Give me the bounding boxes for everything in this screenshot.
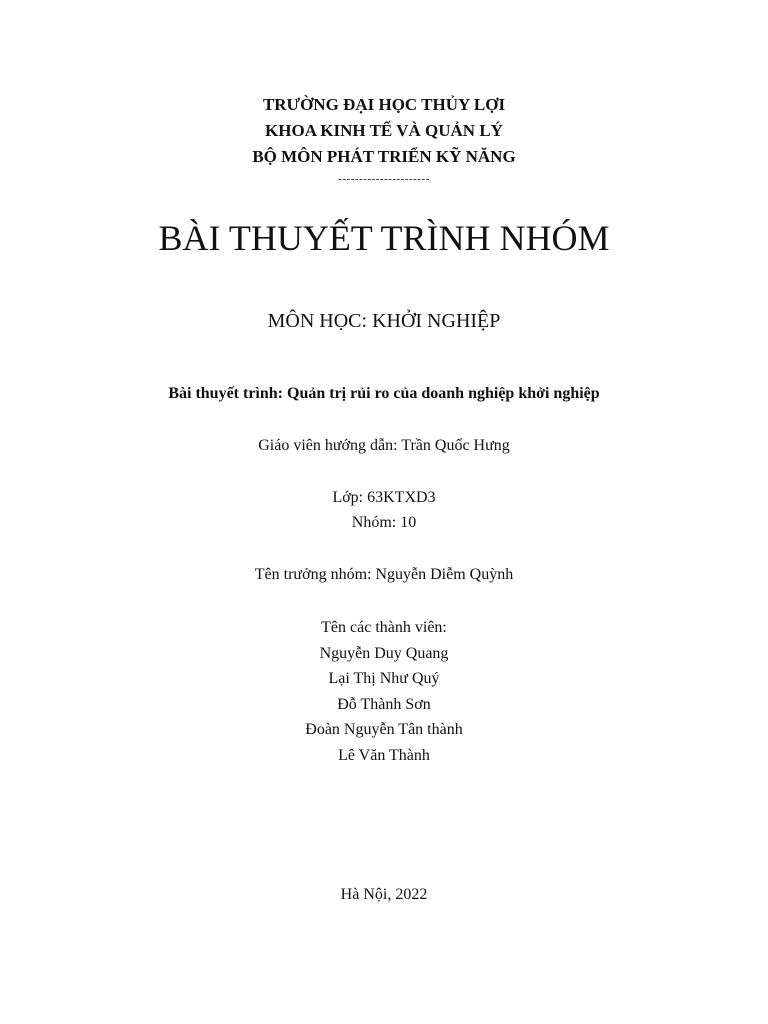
faculty-name: KHOA KINH TẾ VÀ QUẢN LÝ xyxy=(265,121,503,140)
group-line: Nhóm: 10 xyxy=(351,514,417,531)
class-line: Lớp: 63KTXD3 xyxy=(332,489,436,506)
presentation-topic: Bài thuyết trình: Quản trị rủi ro của doanh nghiệp khởi nghiệp xyxy=(168,385,600,402)
member-name: Nguyễn Duy Quang xyxy=(319,645,449,662)
member-name: Lại Thị Như Quý xyxy=(328,670,440,687)
university-name: TRƯỜNG ĐẠI HỌC THỦY LỢI xyxy=(262,95,506,114)
members-label: Tên các thành viên: xyxy=(321,619,447,636)
subject-line: MÔN HỌC: KHỞI NGHIỆP xyxy=(267,310,501,332)
member-name: Đỗ Thành Sơn xyxy=(337,696,431,713)
member-name: Lê Văn Thành xyxy=(338,747,430,764)
instructor-line: Giáo viên hướng dẫn: Trần Quốc Hưng xyxy=(258,437,510,454)
place-date: Hà Nội, 2022 xyxy=(340,886,428,903)
member-name: Đoàn Nguyễn Tân thành xyxy=(305,721,463,738)
leader-line: Tên trưởng nhóm: Nguyễn Diễm Quỳnh xyxy=(254,566,514,583)
department-name: BỘ MÔN PHÁT TRIỂN KỸ NĂNG xyxy=(252,147,516,166)
header-separator: ---------------------- xyxy=(338,173,430,185)
document-title: BÀI THUYẾT TRÌNH NHÓM xyxy=(158,218,610,258)
